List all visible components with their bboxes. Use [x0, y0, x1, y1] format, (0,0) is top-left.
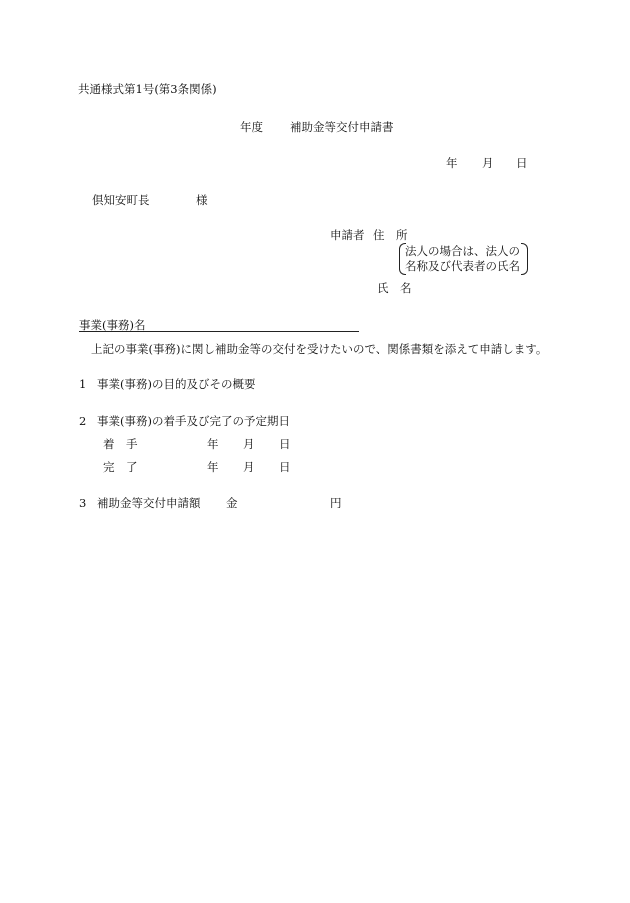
item2-number: 2 [79, 414, 87, 428]
applicant-label: 申請者 [330, 228, 365, 242]
item3-number: 3 [79, 496, 87, 510]
end-label: 完 了 [103, 460, 138, 474]
end-month: 月 [243, 460, 255, 474]
start-label: 着 手 [103, 437, 138, 451]
application-statement: 上記の事業(事務)に関し補助金等の交付を受けたいので、関係書類を添えて申請します。 [91, 342, 548, 356]
item1-number: 1 [79, 377, 87, 391]
start-year: 年 [207, 437, 219, 451]
form-number: 共通様式第1号(第3条関係) [78, 82, 217, 96]
item3-yen: 円 [330, 496, 342, 510]
addressee-honorific: 様 [196, 193, 208, 207]
corp-note-line1: 法人の場合は、法人の [405, 244, 520, 258]
address-label: 住 所 [373, 228, 408, 242]
addressee-name: 倶知安町長 [92, 193, 150, 207]
start-day: 日 [279, 437, 291, 451]
item3-text: 補助金等交付申請額 [97, 496, 201, 510]
item2-text: 事業(事務)の着手及び完了の予定期日 [97, 414, 290, 428]
right-bracket [521, 243, 528, 275]
item3-kin: 金 [226, 496, 238, 510]
date-day: 日 [516, 156, 528, 170]
title-year: 年度 [240, 120, 263, 134]
item1-text: 事業(事務)の目的及びその概要 [97, 377, 256, 391]
end-year: 年 [207, 460, 219, 474]
project-name-label: 事業(事務)名 [79, 318, 146, 332]
corp-note-line2: 名称及び代表者の氏名 [405, 259, 520, 273]
end-day: 日 [279, 460, 291, 474]
start-month: 月 [243, 437, 255, 451]
date-year: 年 [446, 156, 458, 170]
date-month: 月 [482, 156, 494, 170]
project-name-underline [79, 331, 359, 332]
form-title: 補助金等交付申請書 [290, 120, 394, 134]
name-label: 氏 名 [377, 281, 412, 295]
